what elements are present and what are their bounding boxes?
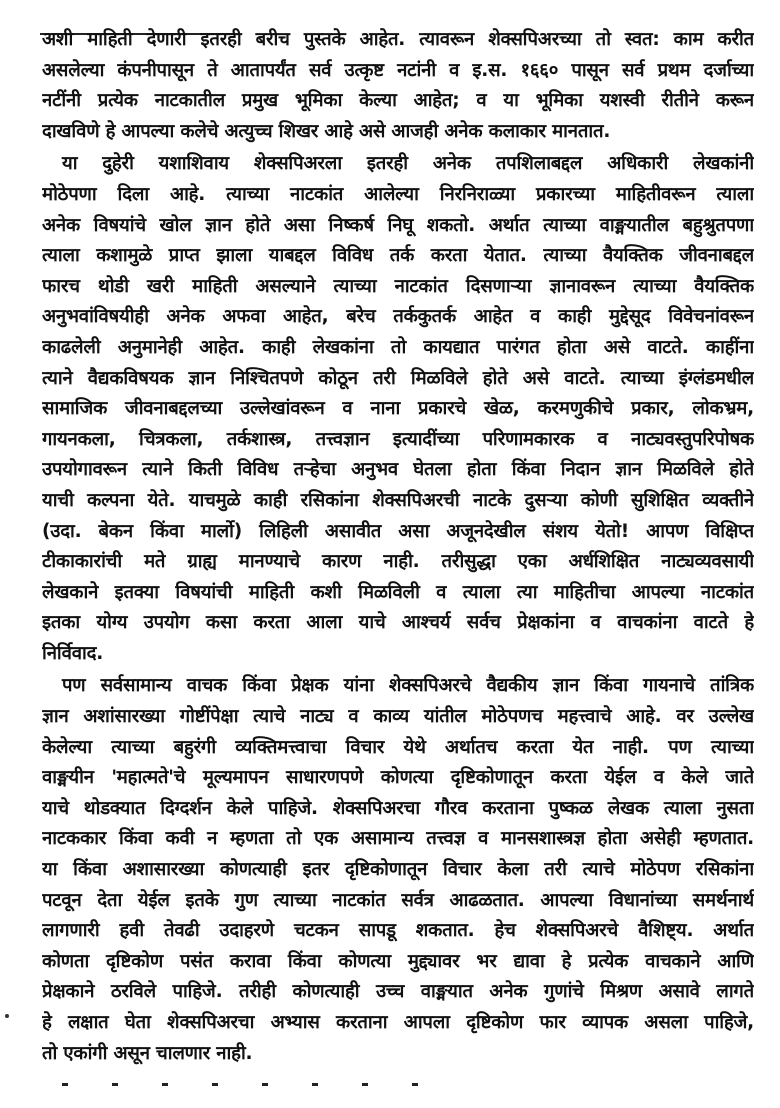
text-line: असलेल्या कंपनीपासून ते आतापर्यंत सर्व उत्कृष्ट नटांनी व इ.स. १६६० पासून सर्व प्रथम दर्जाच्या: [42, 59, 754, 81]
text-line: पण सर्वसामान्य वाचक किंवा प्रेक्षक यांना शेक्सपिअरचे वैद्यकीय ज्ञान किंवा गायनाचे तांत्रिक: [62, 675, 754, 697]
text-line: दाखविणे हे आपल्या कलेचे अत्युच्च शिखर आहे असे आजही अनेक कलाकार मानतात.: [42, 120, 611, 142]
text-line: फारच थोडी खरी माहिती असल्याने त्याच्या नाटकांत दिसणाऱ्या ज्ञानावरून त्याच्या वैयक्तिक: [42, 275, 754, 297]
text-line: अशी माहिती देणारी इतरही बरीच पुस्तके आहेत. त्यावरून शेक्सपिअरच्या तो स्वत: काम करीत: [42, 29, 754, 50]
text-line: याचे थोडक्यात दिग्दर्शन केले पाहिजे. शेक्सपिअरचा गौरव करताना पुष्कळ लेखक त्याला नुसता: [42, 797, 754, 819]
cut-off-next-line: [62, 1074, 482, 1086]
text-line: या दुहेरी यशाशिवाय शेक्सपिअरला इतरही अनेक तपशिलाबद्दल अधिकारी लेखकांनी: [62, 153, 754, 175]
text-line: अनेक विषयांचे खोल ज्ञान होते असा निष्कर्ष निघू शकतो. अर्थात त्याच्या वाङ्मयातील बहुश्रुतपणा: [42, 214, 754, 236]
text-line: उपयोगावरून त्याने किती विविध तऱ्हेचा अनुभव घेतला होता किंवा निदान ज्ञान मिळविले होते: [42, 459, 754, 481]
text-line: त्याने वैद्यकविषयक ज्ञान निश्चितपणे कोठून तरी मिळविले होते असे वाटते. त्याच्या इंग्लंडमधील: [42, 367, 754, 389]
text-line: नटींनी प्रत्येक नाटकातील प्रमुख भूमिका केल्या आहेत; व या भूमिका यशस्वी रीतीने करून: [42, 90, 754, 112]
text-line: अनुभवांविषयीही अनेक अफवा आहेत, बरेच तर्ककुतर्क आहेत व काही मुद्देसूद विवेचनांवरून: [42, 306, 754, 328]
margin-speck: [5, 1014, 9, 1018]
text-line: गायनकला, चित्रकला, तर्कशास्त्र, तत्त्वज्ञान इत्यादींच्या परिणामकारक व नाट्यवस्तुपरिपोषक: [42, 428, 754, 450]
text-line: सामाजिक जीवनाबद्दलच्या उल्लेखांवरून व नाना प्रकारचे खेळ, करमणुकीचे प्रकार, लोकभ्रम,: [42, 398, 754, 420]
text-line: त्याला कशामुळे प्राप्त झाला याबद्दल विविध तर्क करता येतात. त्याच्या वैयक्तिक जीवनाबद्दल: [42, 245, 754, 267]
text-line: या किंवा अशासारख्या कोणत्याही इतर दृष्टिकोणातून विचार केला तरी त्याचे मोठेपण रसिकांना: [42, 859, 754, 881]
text-line: ज्ञान अशांसारख्या गोष्टींपेक्षा त्याचे नाट्य व काव्य यांतील मोठेपणच महत्त्वाचे आहे. वर उल्लेख: [42, 706, 754, 728]
text-line: कोणता दृष्टिकोण पसंत करावा किंवा कोणत्या मुद्द्यावर भर द्यावा हे प्रत्येक वाचकाने आणि: [42, 950, 754, 972]
text-line: तो एकांगी असून चालणार नाही.: [42, 1042, 253, 1064]
text-line: लेखकाने इतक्या विषयांची माहिती कशी मिळविली व त्याला त्या माहितीचा आपल्या नाटकांत: [42, 581, 754, 603]
text-line: पटवून देता येईल इतके गुण त्याच्या नाटकांत सर्वत्र आढळतात. आपल्या विधानांच्या समर्थनार्थ: [42, 889, 754, 911]
text-line: नाटककार किंवा कवी न म्हणता तो एक असामान्य तत्त्वज्ञ व मानसशास्त्रज्ञ होता असेही म्हणतात.: [42, 828, 754, 850]
text-line: इतका योग्य उपयोग कसा करता आला याचे आश्चर्य सर्वच प्रेक्षकांना व वाचकांना वाटते हे: [42, 612, 754, 634]
text-line: टीकाकारांची मते ग्राह्य मानण्याचे कारण नाही. तरीसुद्धा एका अर्धशिक्षित नाट्यव्यवसायी: [42, 551, 754, 573]
text-line: हे लक्षात घेता शेक्सपिअरचा अभ्यास करताना आपला दृष्टिकोण फार व्यापक असला पाहिजे,: [42, 1012, 754, 1033]
text-line: मोठेपणा दिला आहे. त्याच्या नाटकांत आलेल्या निरनिराळ्या प्रकारच्या माहितीवरून त्याला: [42, 183, 754, 205]
text-line: वाङ्मयीन 'महात्मते'चे मूल्यमापन साधारणपणे कोणत्या दृष्टिकोणातून करता येईल व केले जाते: [42, 767, 754, 789]
text-line: प्रेक्षकाने ठरविले पाहिजे. तरीही कोणत्याही उच्च वाङ्मयात अनेक गुणांचे मिश्रण असावे लागते: [42, 981, 754, 1003]
text-line: लागणारी हवी तेवढी उदाहरणे चटकन सापडू शकतात. हेच शेक्सपिअरचे वैशिष्ट्य. अर्थात: [42, 920, 754, 942]
document-page: [42, 25, 754, 1071]
text-line: (उदा. बेकन किंवा मार्लो) लिहिली असावीत असा अजूनदेखील संशय येतो! आपण विक्षिप्त: [42, 520, 754, 542]
text-line: काढलेली अनुमानेही आहेत. काही लेखकांना तो कायद्यात पारंगत होता असे वाटते. काहींना: [42, 336, 754, 358]
paragraph: [42, 671, 754, 1069]
paragraph: [42, 25, 754, 147]
text-line: याची कल्पना येते. याचमुळे काही रसिकांना शेक्सपिअरची नाटके दुसऱ्या कोणी सुशिक्षित व्यक्तीने: [42, 489, 754, 511]
text-line: निर्विवाद.: [42, 642, 104, 664]
text-line: केलेल्या त्याच्या बहुरंगी व्यक्तिमत्त्वाचा विचार येथे अर्थातच करता येत नाही. पण त्याच्या: [42, 736, 754, 758]
paragraph: [42, 149, 754, 669]
